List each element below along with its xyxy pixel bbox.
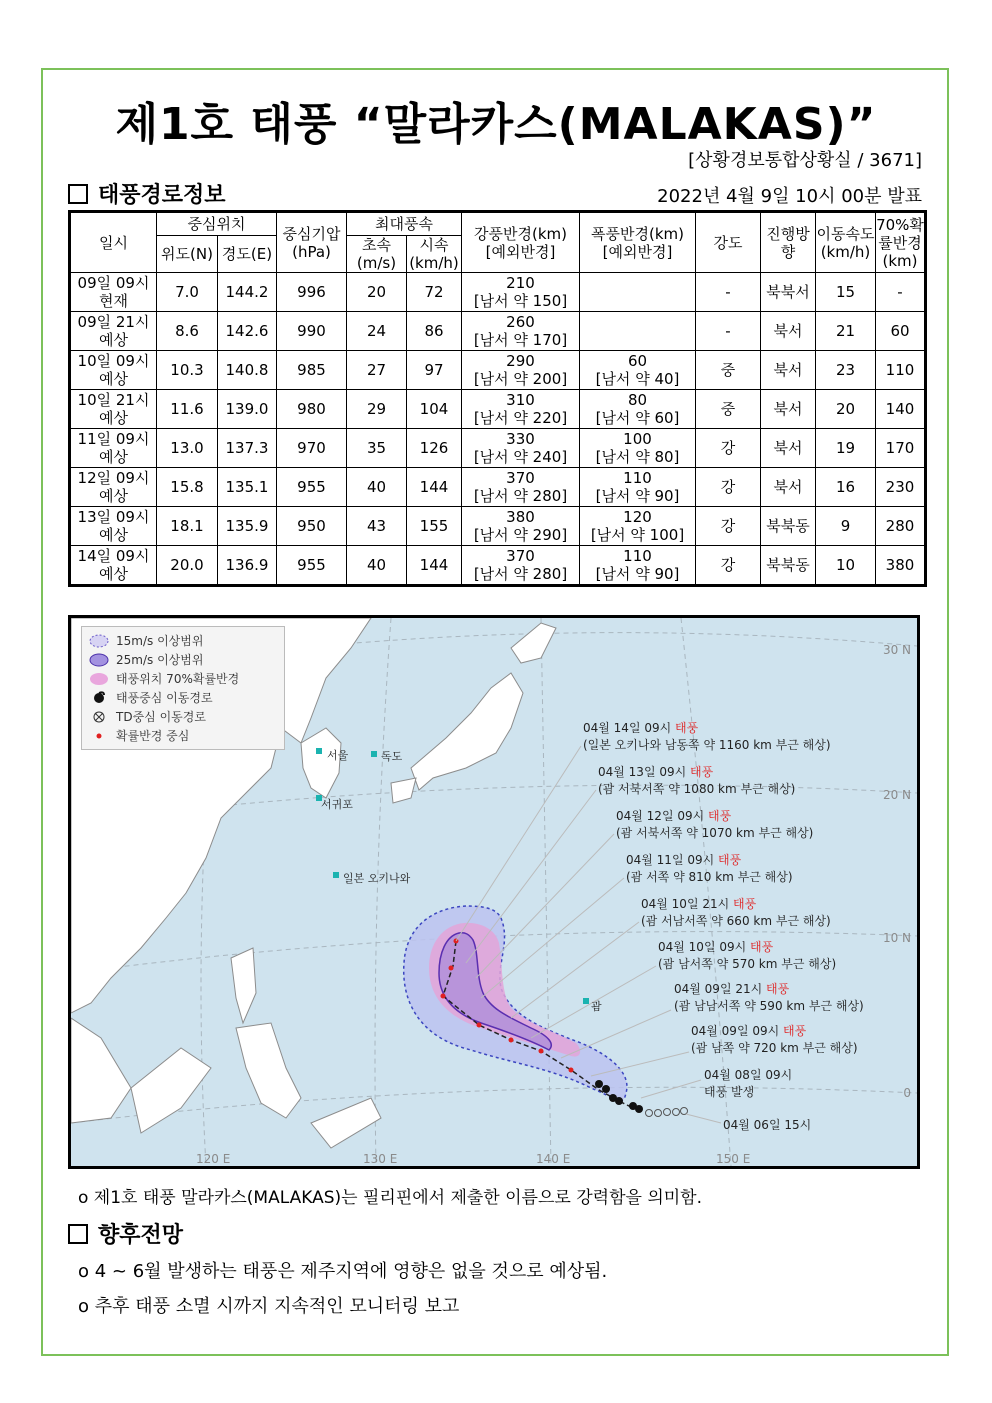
cell-speed: 9 bbox=[816, 507, 876, 546]
cell-storm: 60 [남서 약 40] bbox=[580, 351, 696, 390]
legend-center: 확률반경 중심 bbox=[88, 726, 278, 745]
annotation-0412 bbox=[616, 808, 813, 840]
annotation-genesis bbox=[704, 1067, 792, 1099]
place-okinawa: 일본 오키나와 bbox=[343, 872, 411, 885]
cell-speed: 19 bbox=[816, 429, 876, 468]
cell-direction: 북서 bbox=[761, 429, 816, 468]
section-outlook bbox=[68, 1218, 183, 1249]
table-row bbox=[70, 351, 926, 390]
cell-intensity: - bbox=[696, 312, 761, 351]
cell-lon: 144.2 bbox=[218, 273, 277, 312]
cell-pressure: 980 bbox=[277, 390, 347, 429]
cell-lat: 7.0 bbox=[157, 273, 218, 312]
cell-intensity: 강 bbox=[696, 429, 761, 468]
section-track-title: 태풍경로정보 bbox=[98, 183, 226, 208]
legend-track: 태풍중심 이동경로 bbox=[88, 688, 278, 707]
place-dokdo: 독도 bbox=[381, 750, 403, 763]
cell-pressure: 950 bbox=[277, 507, 347, 546]
td-icon bbox=[88, 709, 110, 725]
cell-intensity: 강 bbox=[696, 546, 761, 586]
annotation-start: 04월 06일 15시 bbox=[723, 1118, 812, 1132]
cell-gale: 260 [남서 약 170] bbox=[462, 312, 580, 351]
table-row bbox=[70, 429, 926, 468]
cell-prob: 170 bbox=[876, 429, 926, 468]
department-label: [상황경보통합상황실 / 3671] bbox=[688, 150, 922, 171]
svg-text:(괌 남남서쪽 약 590 km 부근 해상): (괌 남남서쪽 약 590 km 부근 해상) bbox=[674, 999, 864, 1013]
cell-kmh: 104 bbox=[407, 390, 462, 429]
annotation-0414 bbox=[583, 720, 831, 752]
cell-speed: 10 bbox=[816, 546, 876, 586]
cell-storm: 110 [남서 약 90] bbox=[580, 468, 696, 507]
cell-kmh: 86 bbox=[407, 312, 462, 351]
track-table bbox=[68, 210, 927, 587]
svg-text:04월 10일 09시 태풍: 04월 10일 09시 태풍 bbox=[658, 940, 774, 954]
cell-kmh: 144 bbox=[407, 468, 462, 507]
table-row bbox=[70, 390, 926, 429]
cell-direction: 북북동 bbox=[761, 546, 816, 586]
svg-text:(괌 서북서쪽 약 1070 km 부근 해상): (괌 서북서쪽 약 1070 km 부근 해상) bbox=[616, 826, 814, 840]
cell-lon: 142.6 bbox=[218, 312, 277, 351]
cell-prob: 280 bbox=[876, 507, 926, 546]
checkbox-icon bbox=[68, 1224, 88, 1244]
cell-storm: 80 [남서 약 60] bbox=[580, 390, 696, 429]
cell-prob: 110 bbox=[876, 351, 926, 390]
cell-lon: 135.1 bbox=[218, 468, 277, 507]
place-guam: 괌 bbox=[591, 1000, 602, 1013]
cell-ms: 24 bbox=[347, 312, 407, 351]
svg-text:(일본 오키나와 남동쪽 약 1160 km 부근 해상): (일본 오키나와 남동쪽 약 1160 km 부근 해상) bbox=[583, 738, 831, 752]
cell-ms: 20 bbox=[347, 273, 407, 312]
cell-gale: 370 [남서 약 280] bbox=[462, 546, 580, 586]
lon-label-130: 130 E bbox=[363, 1152, 398, 1166]
cell-kmh: 126 bbox=[407, 429, 462, 468]
page-title: 제1호 태풍 “말라카스(MALAKAS)” bbox=[115, 99, 877, 150]
cell-speed: 15 bbox=[816, 273, 876, 312]
header-lat: 위도(N) bbox=[157, 236, 218, 273]
svg-text:04월 09일 09시 태풍: 04월 09일 09시 태풍 bbox=[691, 1024, 807, 1038]
table-row bbox=[70, 468, 926, 507]
cell-speed: 20 bbox=[816, 390, 876, 429]
lon-label-150: 150 E bbox=[716, 1152, 751, 1166]
cell-lat: 13.0 bbox=[157, 429, 218, 468]
lat-label-10: 10 N bbox=[882, 931, 911, 945]
cell-ms: 43 bbox=[347, 507, 407, 546]
annotation-0413 bbox=[598, 764, 795, 796]
annotation-040909 bbox=[691, 1023, 858, 1055]
svg-text:(괌 서남서쪽 약 660 km 부근 해상): (괌 서남서쪽 약 660 km 부근 해상) bbox=[641, 914, 831, 928]
cell-lat: 15.8 bbox=[157, 468, 218, 507]
cell-time: 10일 09시 예상 bbox=[70, 351, 157, 390]
cell-direction: 북북동 bbox=[761, 507, 816, 546]
cell-lon: 139.0 bbox=[218, 390, 277, 429]
cell-lon: 137.3 bbox=[218, 429, 277, 468]
svg-text:(괌 남쪽 약 720 km 부근 해상): (괌 남쪽 약 720 km 부근 해상) bbox=[691, 1041, 858, 1055]
table-row bbox=[70, 507, 926, 546]
cell-ms: 35 bbox=[347, 429, 407, 468]
cell-pressure: 985 bbox=[277, 351, 347, 390]
cell-ms: 27 bbox=[347, 351, 407, 390]
cell-storm bbox=[580, 273, 696, 312]
cell-ms: 29 bbox=[347, 390, 407, 429]
cell-kmh: 72 bbox=[407, 273, 462, 312]
cell-time: 12일 09시 예상 bbox=[70, 468, 157, 507]
annotation-0411 bbox=[626, 852, 793, 884]
table-row bbox=[70, 312, 926, 351]
cell-gale: 330 [남서 약 240] bbox=[462, 429, 580, 468]
header-storm: 폭풍반경(km) [예외반경] bbox=[580, 212, 696, 273]
legend-25ms: 25m/s 이상범위 bbox=[88, 650, 278, 669]
cell-storm: 120 [남서 약 100] bbox=[580, 507, 696, 546]
cell-lat: 20.0 bbox=[157, 546, 218, 586]
cell-pressure: 990 bbox=[277, 312, 347, 351]
lon-label-140: 140 E bbox=[536, 1152, 571, 1166]
cell-direction: 북북서 bbox=[761, 273, 816, 312]
header-prob: 70%확률반경(km) bbox=[876, 212, 926, 273]
cell-lat: 11.6 bbox=[157, 390, 218, 429]
cell-direction: 북서 bbox=[761, 351, 816, 390]
cell-intensity: 강 bbox=[696, 507, 761, 546]
cell-prob: 60 bbox=[876, 312, 926, 351]
cell-gale: 370 [남서 약 280] bbox=[462, 468, 580, 507]
legend-td: TD중심 이동경로 bbox=[88, 707, 278, 726]
header-kmh: 시속(km/h) bbox=[407, 236, 462, 273]
svg-text:(괌 남서쪽 약 570 km 부근 해상): (괌 남서쪽 약 570 km 부근 해상) bbox=[658, 957, 837, 971]
cell-intensity: 강 bbox=[696, 468, 761, 507]
typhoon-icon bbox=[88, 690, 110, 706]
cell-intensity: 중 bbox=[696, 390, 761, 429]
cell-lon: 136.9 bbox=[218, 546, 277, 586]
svg-text:04월 13일 09시 태풍: 04월 13일 09시 태풍 bbox=[598, 765, 714, 779]
cell-prob: 140 bbox=[876, 390, 926, 429]
header-pressure: 중심기압(hPa) bbox=[277, 212, 347, 273]
svg-text:(괌 서북서쪽 약 1080 km 부근 해상): (괌 서북서쪽 약 1080 km 부근 해상) bbox=[598, 782, 796, 796]
header-direction: 진행방향 bbox=[761, 212, 816, 273]
cell-ms: 40 bbox=[347, 546, 407, 586]
cell-prob: 380 bbox=[876, 546, 926, 586]
svg-text:04월 08일 09시: 04월 08일 09시 bbox=[704, 1068, 793, 1082]
cell-kmh: 144 bbox=[407, 546, 462, 586]
lat-label-30: 30 N bbox=[882, 643, 911, 657]
table-row bbox=[70, 273, 926, 312]
annotation-041021 bbox=[641, 896, 831, 928]
cell-pressure: 996 bbox=[277, 273, 347, 312]
cell-prob: - bbox=[876, 273, 926, 312]
cell-time: 11일 09시 예상 bbox=[70, 429, 157, 468]
cell-speed: 16 bbox=[816, 468, 876, 507]
table-row bbox=[70, 546, 926, 586]
header-ms: 초속(m/s) bbox=[347, 236, 407, 273]
cell-kmh: 97 bbox=[407, 351, 462, 390]
legend-15ms: 15m/s 이상범위 bbox=[88, 631, 278, 650]
map-legend bbox=[81, 626, 285, 750]
cell-direction: 북서 bbox=[761, 312, 816, 351]
cell-lon: 135.9 bbox=[218, 507, 277, 546]
checkbox-icon bbox=[68, 184, 88, 204]
cell-storm: 100 [남서 약 80] bbox=[580, 429, 696, 468]
header-gale: 강풍반경(km) [예외반경] bbox=[462, 212, 580, 273]
svg-text:04월 11일 09시 태풍: 04월 11일 09시 태풍 bbox=[626, 853, 742, 867]
cell-prob: 230 bbox=[876, 468, 926, 507]
svg-text:04월 09일 21시 태풍: 04월 09일 21시 태풍 bbox=[674, 982, 790, 996]
cell-gale: 310 [남서 약 220] bbox=[462, 390, 580, 429]
lon-label-120: 120 E bbox=[196, 1152, 231, 1166]
cell-lat: 18.1 bbox=[157, 507, 218, 546]
cell-intensity: 중 bbox=[696, 351, 761, 390]
svg-text:04월 10일 21시 태풍: 04월 10일 21시 태풍 bbox=[641, 897, 757, 911]
cell-lon: 140.8 bbox=[218, 351, 277, 390]
outlook-line-2: o 추후 태풍 소멸 시까지 지속적인 모니터링 보고 bbox=[78, 1296, 460, 1317]
typhoon-track-map bbox=[68, 615, 920, 1169]
cell-pressure: 955 bbox=[277, 468, 347, 507]
section-outlook-title: 향후전망 bbox=[98, 1223, 184, 1248]
cell-gale: 290 [남서 약 200] bbox=[462, 351, 580, 390]
cell-time: 09일 09시 현재 bbox=[70, 273, 157, 312]
lat-label-20: 20 N bbox=[882, 788, 911, 802]
cell-pressure: 955 bbox=[277, 546, 347, 586]
header-lon: 경도(E) bbox=[218, 236, 277, 273]
header-intensity: 강도 bbox=[696, 212, 761, 273]
annotation-040921 bbox=[674, 981, 864, 1013]
annotation-041009 bbox=[658, 939, 836, 971]
cell-time: 10일 21시 예상 bbox=[70, 390, 157, 429]
svg-text:04월 12일 09시 태풍: 04월 12일 09시 태풍 bbox=[616, 809, 732, 823]
outlook-line-1: o 4 ~ 6월 발생하는 태풍은 제주지역에 영향은 없을 것으로 예상됨. bbox=[78, 1261, 608, 1282]
td-symbols bbox=[646, 1108, 688, 1117]
cell-pressure: 970 bbox=[277, 429, 347, 468]
name-note: o 제1호 태풍 말라카스(MALAKAS)는 필리핀에서 제출한 이름으로 강력함을 의미함. bbox=[78, 1188, 702, 1208]
svg-text:(괌 서쪽 약 810 km 부근 해상): (괌 서쪽 약 810 km 부근 해상) bbox=[626, 870, 793, 884]
cell-time: 09일 21시 예상 bbox=[70, 312, 157, 351]
legend-70pct: 태풍위치 70%확률반경 bbox=[88, 669, 278, 688]
header-maxwind: 최대풍속 bbox=[347, 212, 462, 236]
cell-storm bbox=[580, 312, 696, 351]
cell-time: 14일 09시 예상 bbox=[70, 546, 157, 586]
cell-direction: 북서 bbox=[761, 390, 816, 429]
cell-lat: 8.6 bbox=[157, 312, 218, 351]
header-speed: 이동속도(km/h) bbox=[816, 212, 876, 273]
cell-kmh: 155 bbox=[407, 507, 462, 546]
place-seogwipo: 서귀포 bbox=[321, 798, 353, 811]
cell-ms: 40 bbox=[347, 468, 407, 507]
section-track-info bbox=[68, 178, 226, 209]
cell-intensity: - bbox=[696, 273, 761, 312]
cell-gale: 210 [남서 약 150] bbox=[462, 273, 580, 312]
svg-text:04월 14일 09시 태풍: 04월 14일 09시 태풍 bbox=[583, 721, 699, 735]
issued-time: 2022년 4월 9일 10시 00분 발표 bbox=[657, 186, 922, 207]
lat-label-0: 0 bbox=[903, 1086, 911, 1100]
cell-gale: 380 [남서 약 290] bbox=[462, 507, 580, 546]
header-time: 일시 bbox=[70, 212, 157, 273]
cell-time: 13일 09시 예상 bbox=[70, 507, 157, 546]
svg-text:태풍 발생: 태풍 발생 bbox=[704, 1085, 755, 1099]
cell-lat: 10.3 bbox=[157, 351, 218, 390]
cell-direction: 북서 bbox=[761, 468, 816, 507]
cell-speed: 21 bbox=[816, 312, 876, 351]
cell-storm: 110 [남서 약 90] bbox=[580, 546, 696, 586]
cell-speed: 23 bbox=[816, 351, 876, 390]
header-center: 중심위치 bbox=[157, 212, 277, 236]
place-seoul: 서울 bbox=[327, 749, 349, 762]
